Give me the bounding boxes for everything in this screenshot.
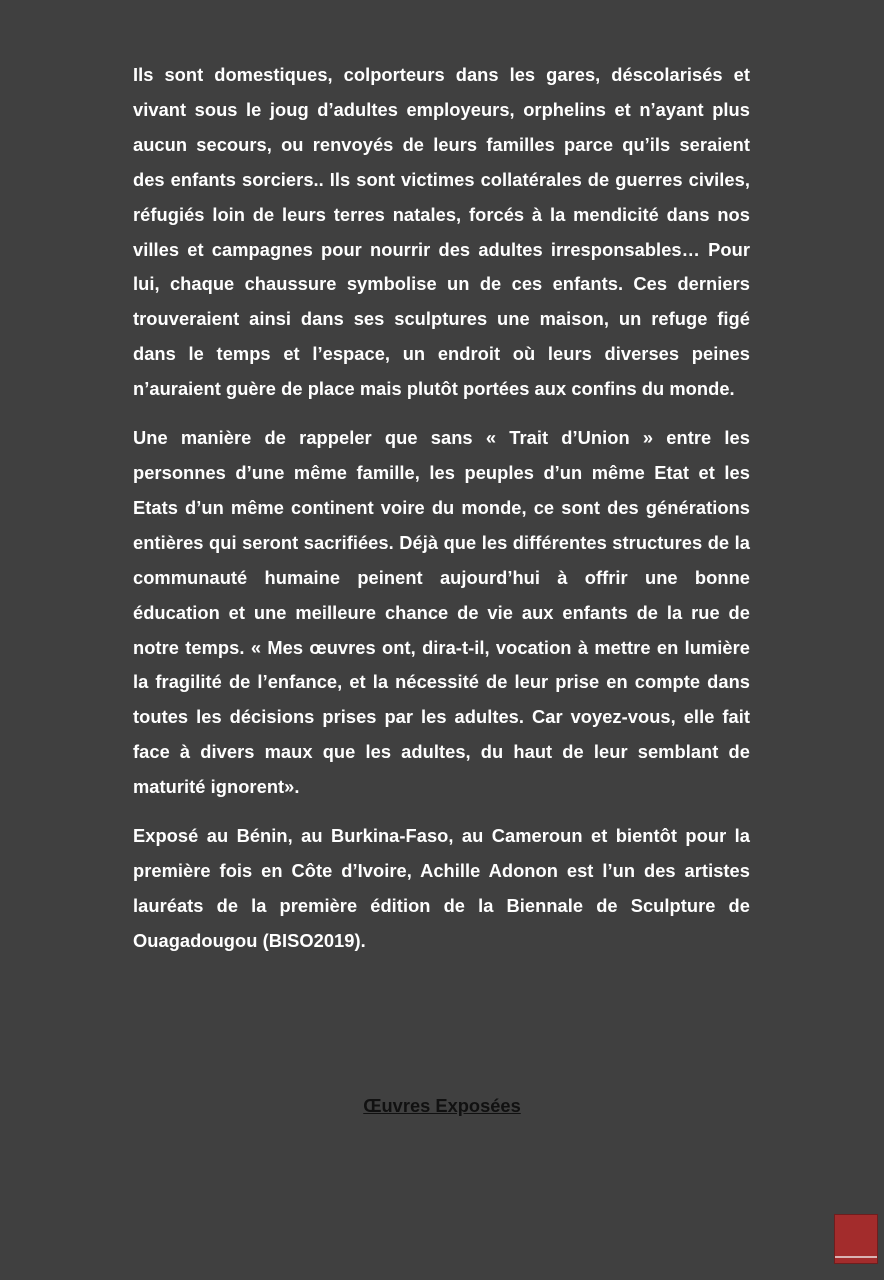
- page-corner-marker: [834, 1214, 878, 1264]
- document-body: [133, 58, 750, 973]
- paragraph-1: Ils sont domestiques, colporteurs dans les gares, déscolarisés et vivant sous le joug d’adultes employeurs, orphelins et n’ayant plus aucun secours, ou renvoyés de leurs familles parce qu’ils seraient des enfants sorciers.. Ils sont victimes collatérales de guerres civiles, réfugiés loin de leurs terres natales, forcés à la mendicité dans nos villes et campagnes pour nourrir des adultes irresponsables… Pour lui, chaque chaussure symbolise un de ces enfants. Ces derniers trouveraient ainsi dans ses sculptures une maison, un refuge figé dans le temps et l’espace, un endroit où leurs diverses peines n’auraient guère de place mais plutôt portées aux confins du monde.: [133, 64, 750, 400]
- corner-marker-stripe: [835, 1256, 877, 1258]
- paragraph-3: Exposé au Bénin, au Burkina-Faso, au Cameroun et bientôt pour la première fois en Côte d’Ivoire, Achille Adonon est l’un des artistes lauréats de la première édition de la Biennale de Sculpture de Ouagadougou (BISO2019).: [133, 825, 750, 951]
- section-heading-oeuvres: Œuvres Exposées: [363, 1095, 521, 1116]
- paragraph-2: Une manière de rappeler que sans « Trait d’Union » entre les personnes d’une même famille, les peuples d’un même Etat et les Etats d’un même continent voire du monde, ce sont des générations entières qui seront sacrifiées. Déjà que les différentes structures de la communauté humaine peinent aujourd’hui à offrir une bonne éducation et une meilleure chance de vie aux enfants de la rue de notre temps. « Mes œuvres ont, dira-t-il, vocation à mettre en lumière la fragilité de l’enfance, et la nécessité de leur prise en compte dans toutes les décisions prises par les adultes. Car voyez-vous, elle fait face à divers maux que les adultes, du haut de leur semblant de maturité ignorent».: [133, 427, 750, 798]
